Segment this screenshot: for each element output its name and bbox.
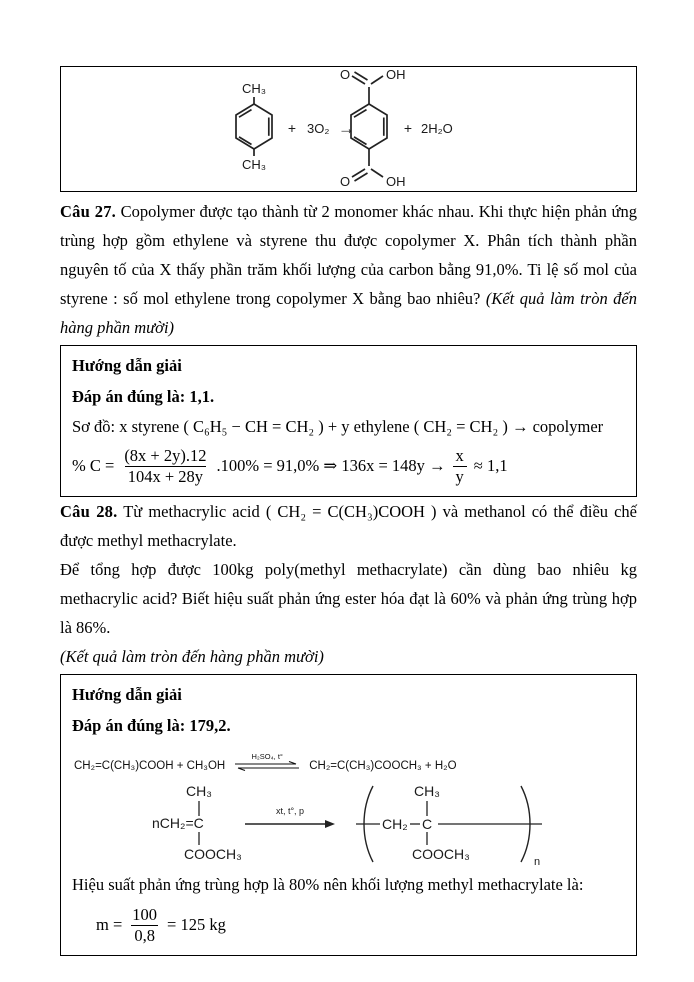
fraction-numerator: (8x + 2y).12 bbox=[124, 446, 207, 465]
polymerization-diagram bbox=[110, 776, 580, 868]
terephthalic-ring bbox=[351, 72, 387, 181]
xylene-bottom-methyl-label: CH₃ bbox=[241, 157, 267, 172]
carboxyl-top-oh-label: OH bbox=[386, 67, 406, 82]
question-28-number: Câu 28. bbox=[60, 501, 118, 521]
fraction-denominator: 104x + 28y bbox=[125, 466, 206, 487]
monomer-ester-label: COOCH₃ bbox=[184, 846, 242, 863]
mass-result: = 125 kg bbox=[167, 915, 226, 935]
mass-lhs: m = bbox=[96, 915, 123, 935]
fraction-denominator: y bbox=[453, 466, 467, 487]
fraction-denominator: 0,8 bbox=[131, 925, 158, 946]
fraction-numerator: 100 bbox=[132, 905, 158, 925]
percent-carbon-formula bbox=[72, 446, 625, 487]
oxidation-reaction-diagram bbox=[61, 67, 635, 190]
question-27 bbox=[60, 197, 637, 342]
answer-28: Đáp án đúng là: 179,2. bbox=[72, 715, 231, 735]
monomer-formula: nCH₂=C bbox=[152, 815, 204, 832]
oxygen-label: 3O₂ bbox=[307, 121, 330, 136]
formula-lhs: % C = bbox=[72, 456, 115, 476]
unit-methyl-label: CH₃ bbox=[414, 783, 440, 800]
repeat-subscript-n: n bbox=[534, 856, 541, 869]
xylene-ring bbox=[236, 97, 272, 156]
plus-sign: + bbox=[287, 120, 297, 136]
question-28-note-line bbox=[60, 642, 637, 671]
question-28-rounding-note: (Kết quả làm tròn đến hàng phần mười) bbox=[60, 646, 324, 666]
plus-sign: + bbox=[403, 120, 413, 136]
solution-28-box bbox=[60, 674, 637, 956]
water-label: 2H₂O bbox=[421, 121, 453, 136]
solution-27-box bbox=[60, 345, 637, 497]
monomer-methyl-label: CH₃ bbox=[186, 783, 212, 800]
answer-27: Đáp án đúng là: 1,1. bbox=[72, 387, 215, 406]
formula-result: ≈ 1,1 bbox=[473, 456, 508, 476]
question-28 bbox=[60, 497, 637, 671]
question-28-intro bbox=[60, 497, 637, 555]
unit-ester-label: COOCH₃ bbox=[412, 846, 470, 863]
fraction bbox=[453, 446, 467, 487]
unit-c-label: C bbox=[422, 816, 433, 833]
equilibrium-arrow-icon bbox=[233, 761, 301, 771]
question-27-number: Câu 27. bbox=[60, 202, 116, 221]
ester-equation-left: CH₂=C(CH₃)COOH + CH₃OH bbox=[74, 760, 226, 773]
scheme-line: Sơ đồ: x styrene ( C₆H₅ − CH = CH₂ ) + y ethylene ( CH₂ = CH₂ ) → copolymer bbox=[72, 417, 604, 436]
polymerization-condition: xt, t°, p bbox=[275, 806, 305, 817]
fraction bbox=[121, 446, 209, 487]
xylene-top-methyl-label: CH₃ bbox=[241, 81, 267, 96]
solution-guide-heading: Hướng dẫn giải bbox=[72, 684, 182, 704]
carboxyl-bottom-o-label: O bbox=[339, 174, 351, 189]
question-27-rounding-note: (Kết quả làm tròn đến hàng phần mười) bbox=[60, 289, 637, 337]
fraction bbox=[129, 905, 160, 946]
reaction-diagram-box bbox=[60, 66, 637, 192]
carboxyl-bottom-oh-label: OH bbox=[386, 174, 406, 189]
esterification-equation bbox=[74, 753, 625, 773]
question-28-text-1: Từ methacrylic acid ( CH₂ = C(CH₃)COOH ) và methanol có thể điều chế được methyl methacrylate. bbox=[60, 501, 637, 550]
carboxyl-top-o-label: O bbox=[339, 67, 351, 82]
question-28-text-2: Để tổng hợp được 100kg poly(methyl methacrylate) cần dùng bao nhiêu kg methacrylic acid? Biết hiệu suất phản ứng ester hóa đạt là 60% và phản ứng trùng hợp là 86%. bbox=[60, 559, 637, 637]
mass-formula bbox=[96, 905, 625, 946]
fraction-numerator: x bbox=[455, 446, 464, 465]
equilibrium-condition: H₂SO₄, t° bbox=[251, 751, 283, 761]
unit-ch2-label: CH₂ bbox=[382, 816, 408, 833]
ester-equation-right: CH₂=C(CH₃)COOCH₃ + H₂O bbox=[309, 760, 457, 773]
question-27-text: Copolymer được tạo thành từ 2 monomer khác nhau. Khi thực hiện phản ứng trùng hợp gồm ethylene và styrene thu được copolymer X. Phân tích thành phần nguyên tố của X thấy phần trăm khối lượng của carbon bằng 91,0%. Ti lệ số mol của styrene : số mol ethylene trong copolymer X bằng bao nhiêu? bbox=[60, 202, 637, 308]
polymerization-arrow bbox=[245, 806, 335, 828]
solution-guide-heading: Hướng dẫn giải bbox=[72, 356, 182, 375]
formula-mid: .100% = 91,0% ⇒ 136x = 148y → bbox=[216, 456, 446, 476]
reaction-arrow: → bbox=[338, 119, 355, 138]
equilibrium-arrow bbox=[233, 753, 301, 772]
yield-statement: Hiệu suất phản ứng trùng hợp là 80% nên khối lượng methyl methacrylate là: bbox=[72, 875, 584, 895]
